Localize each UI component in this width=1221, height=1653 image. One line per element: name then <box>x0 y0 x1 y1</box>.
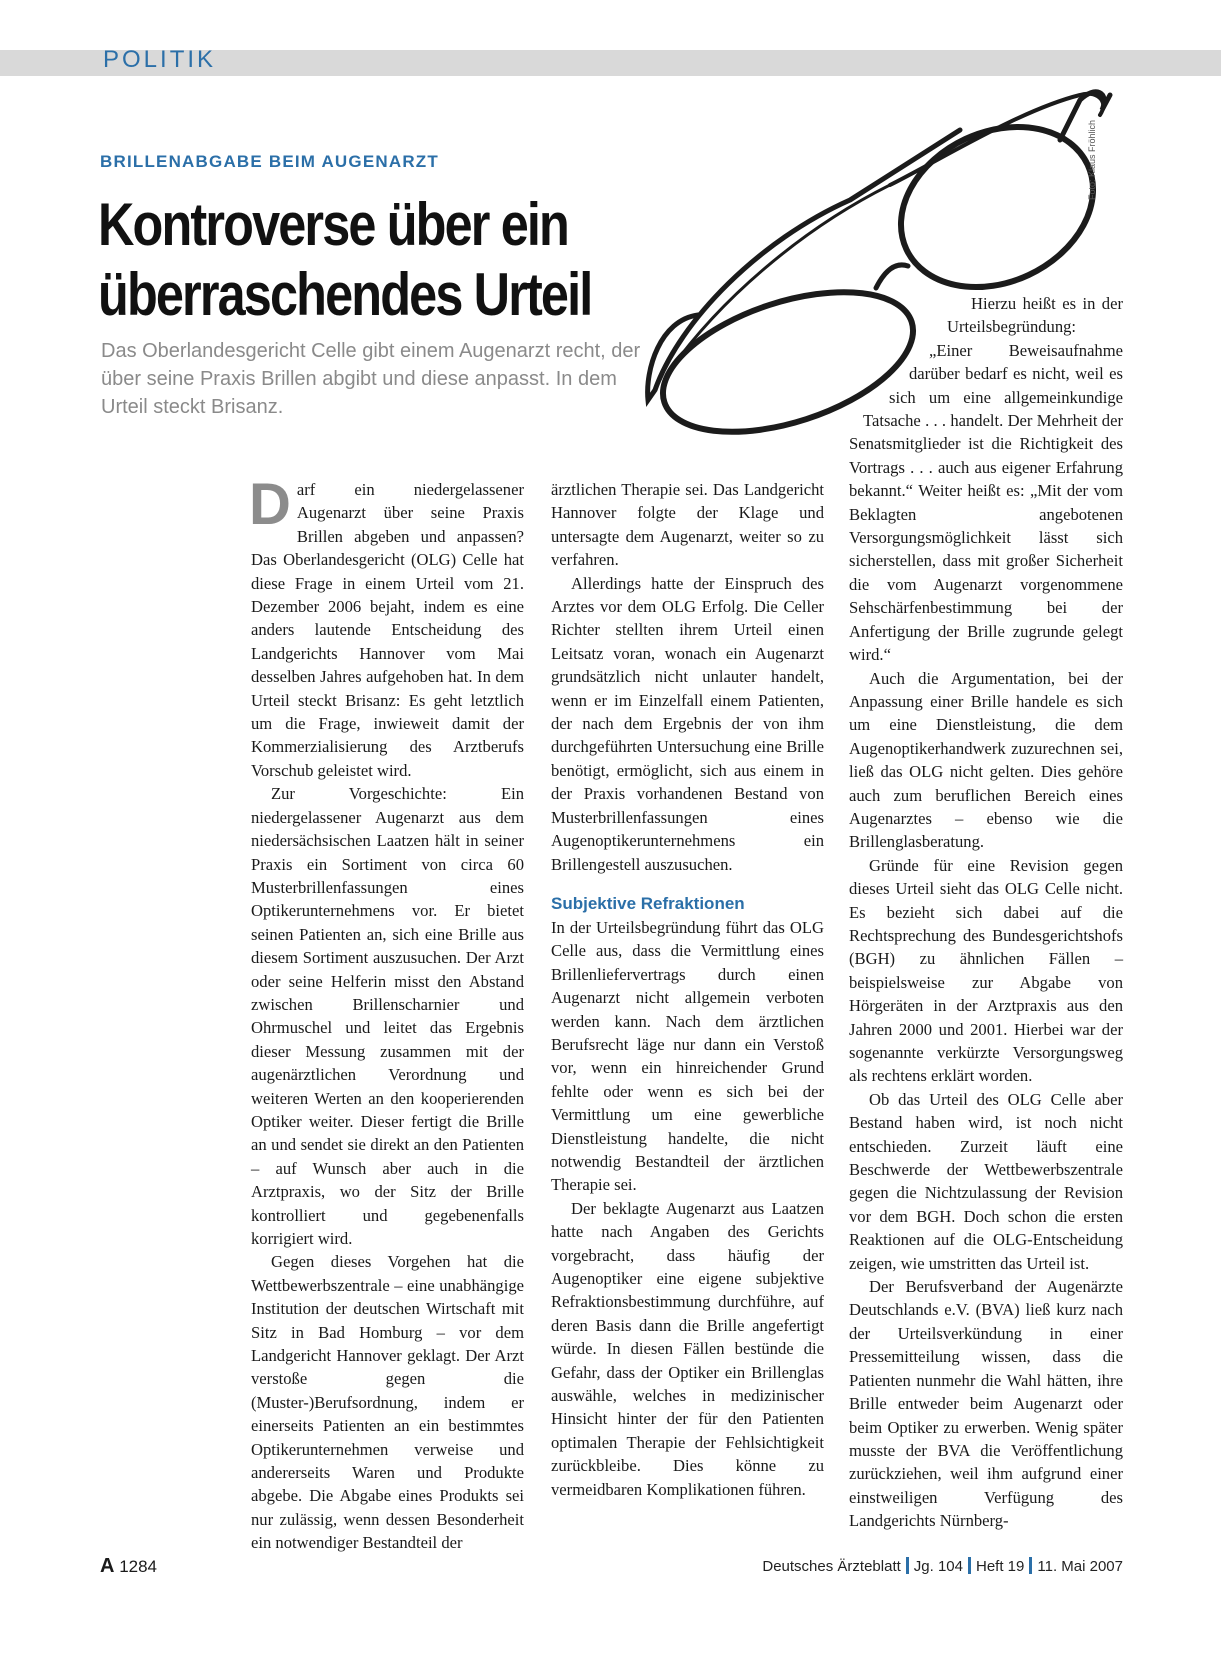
paragraph: Hierzu heißt es in der Urteilsbegründung: „Einer Beweisaufnahme darüber bedarf es nicht, weil es sich um eine allgemeinkundige Tatsache . . . handelt. Der Mehrheit der Senatsmitglieder ist die Richtigkeit des Vortrags . . . auch aus eigener Erfahrung bekannt.“ Weiter heißt es: „Mit der vom Beklagten angebotenen Versorgungsmöglichkeit lässt sich sicherstellen, dass mit großer Sicherheit die vom Augenarzt vorgenommene Sehschärfenbestimmung bei der Anfertigung der Brille zugrunde gelegt wird.“ <box>849 294 1123 665</box>
date: 11. Mai 2007 <box>1037 1558 1123 1575</box>
article-headline <box>98 190 592 330</box>
paragraph: Gründe für eine Revision gegen dieses Urteil sieht das OLG Celle nicht. Es bezieht sich dabei auf die Rechtsprechung des Bundesgerichtshofs (BGH) zu ähnlichen Fällen – beispielsweise zur Abgabe von Hörgeräten in der Arztpraxis aus den Jahren 2000 und 2001. Hierbei war der sogenannte verkürzte Versorgungsweg als rechtens erklärt worden. <box>849 855 1123 1086</box>
section-label: POLITIK <box>103 46 217 73</box>
paragraph: Der Berufsverband der Augenärzte Deutschlands e.V. (BVA) ließ kurz nach der Urteilsverkündung in einer Pressemitteilung wissen, dass die Patienten nunmehr die Wahl hätten, ihre Brille entweder beim Augenarzt oder beim Optiker zu erwerben. Wenig später musste der BVA die Veröffentlichung zurückziehen, weil ihm aufgrund einer einstweiligen Verfügung des Landgerichts Nürnberg- <box>849 1277 1123 1531</box>
paragraph: Zur Vorgeschichte: Ein niedergelassener Augenarzt aus dem niedersächsischen Laatzen hält in seiner Praxis ein Sortiment von circa 60 Musterbrillenfassungen eines Optikerunternehmens vor. Er bietet seinen Patienten an, sich eine Brille aus diesem Sortiment auszusuchen. Der Arzt oder seine Helferin misst den Abstand zwischen Brillenscharnier und Ohrmuschel und leitet das Ergebnis dieser Messung zusammen mit der augenärztlichen Verordnung und weiteren Werten an den kooperierenden Optiker weiter. Dieser fertigt die Brille an und sendet sie direkt an den Patienten – auf Wunsch aber auch in die Arztpraxis, wo der Sitz der Brille kontrolliert und gegebenenfalls korrigiert wird. <box>251 784 524 1248</box>
dropcap: D <box>249 472 291 537</box>
paragraph: ärztlichen Therapie sei. Das Landgericht Hannover folgte der Klage und untersagte dem Augenarzt, weiter so zu verfahren. <box>551 480 824 570</box>
bridge <box>876 265 908 288</box>
paragraph: Allerdings hatte der Einspruch des Arztes vor dem OLG Erfolg. Die Celler Richter stellten ihrem Urteil einen Leitsatz voran, wonach ein Augenarzt grundsätzlich nicht unlauter handelt, wenn er im Einzelfall einem Patienten, der nach dem Ergebnis der von ihm durchgeführten Untersuchung eine Brille benötigt, ermöglicht, sich aus einem in der Praxis vorhandenen Bestand von Musterbrillenfassungen eines Augenoptikerunternehmens ein Brillengestell auszusuchen. <box>551 573 824 874</box>
paragraph: Darf ein niedergelassener Augenarzt über seine Praxis Brillen abgeben und anpassen? Das Oberlandesgericht (OLG) Celle hat diese Frage in einem Urteil vom 21. Dezember 2006 bejaht, indem es eine anders lautende Entscheidung des Landgerichts Hannover vom Mai desselben Jahres aufgehoben hat. In dem Urteil steckt Brisanz: Es geht letztlich um die Frage, inwieweit damit der Kommerzialisierung des Arztberufs Vorschub geleistet wird. <box>249 472 524 780</box>
article-column-1 <box>249 472 524 1555</box>
headline-line-2: überraschendes Urteil <box>98 261 592 328</box>
article-column-3 <box>849 292 1123 1533</box>
article-kicker: BRILLENABGABE BEIM AUGENARZT <box>100 152 439 171</box>
volume: Jg. 104 <box>913 1558 963 1575</box>
headline-line-1: Kontroverse über ein <box>98 191 568 258</box>
paragraph: Gegen dieses Vorgehen hat die Wettbewerbszentrale – eine unabhängige Institution der deutschen Wirtschaft mit Sitz in Bad Homburg – vor dem Landgericht Hannover geklagt. Der Arzt verstoße gegen die (Muster-)Berufsordnung, indem er einerseits Patienten an ein bestimmtes Optikerunternehmen verweise und andererseits Waren und Produkte abgebe. Die Abgabe eines Produkts sei nur zulässig, wenn dessen Besonderheit ein notwendiger Bestandteil der <box>251 1252 524 1553</box>
paragraph: In der Urteilsbegründung führt das OLG Celle aus, dass die Vermittlung eines Brillenliefervertrags durch einen Augenarzt nicht allgemein verboten werden kann. Nach dem ärztlichen Berufsrecht läge nur dann ein Verstoß vor, wenn ein hinreichender Grund fehlte oder wenn es sich bei der Vermittlung um eine gewerbliche Dienstleistung handelte, die nicht notwendig Bestandteil der ärztlichen Therapie sei. <box>551 917 824 1195</box>
photo-credit: Foto: Klaus Fröhlich <box>1087 119 1097 200</box>
journal-info <box>762 1557 1123 1575</box>
journal-name: Deutsches Ärzteblatt <box>762 1558 901 1575</box>
paragraph: Ob das Urteil des OLG Celle aber Bestand haben wird, ist noch nicht entschieden. Zurzeit läuft eine Beschwerde der Wettbewerbszentrale gegen die Nichtzulassung der Revision vor dem BGH. Doch schon die ersten Reaktionen auf die OLG-Entscheidung zeigen, wie umstritten das Urteil ist. <box>849 1089 1123 1273</box>
subheading: Subjektive Refraktionen <box>551 893 745 913</box>
article-column-2 <box>551 478 824 1501</box>
paragraph: Auch die Argumentation, bei der Anpassung einer Brille handele es sich um eine Dienstleistung, die dem Augenoptikerhandwerk zuzurechnen sei, ließ das OLG nicht gelten. Dies gehöre auch zum beruflichen Bereich eines Augenarztes – ebenso wie die Brillenglasberatung. <box>849 668 1123 852</box>
issue: Heft 19 <box>976 1558 1025 1575</box>
page-number: A 1284 <box>100 1555 158 1577</box>
article-lead: Das Oberlandesgericht Celle gibt einem Augenarzt recht, der über seine Praxis Brillen abgibt und diese anpasst. In dem Urteil steckt Brisanz. <box>101 340 641 418</box>
paragraph: Der beklagte Augenarzt aus Laatzen hatte nach Angaben des Gerichts vorgebracht, dass häufig der Augenoptiker eine eigene subjektive Refraktionsbestimmung durchführe, auf deren Basis dann die Brille angefertigt würde. In diesen Fällen bestünde die Gefahr, dass der Optiker ein Brillenglas auswähle, welches in medizinischer Hinsicht hinter der für den Patienten optimalen Therapie der Fehlsichtigkeit zurückbleibe. Dies könne zu vermeidbaren Komplikationen führen. <box>551 1198 824 1499</box>
